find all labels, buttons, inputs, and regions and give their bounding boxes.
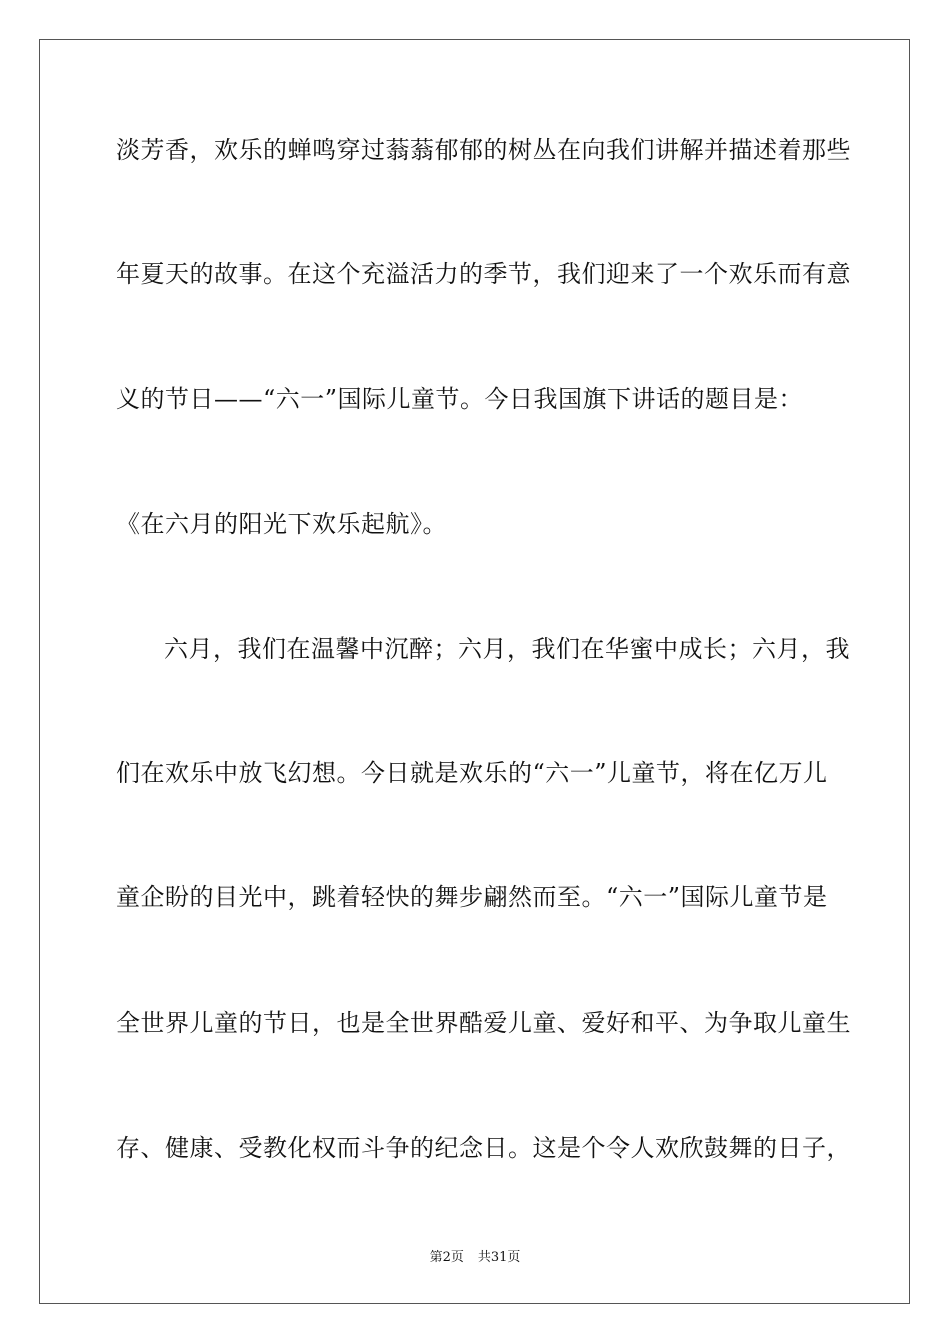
page-border [39,39,910,1304]
page-number: 第2页 [429,1250,464,1265]
text-line-8: 全世界儿童的节日，也是全世界酷爱儿童、爱好和平、为争取儿童生 [116,1009,851,1037]
text-line-6: 们在欢乐中放飞幻想。今日就是欢乐的“六一”儿童节，将在亿万儿 [116,759,828,787]
text-line-7: 童企盼的目光中，跳着轻快的舞步翩然而至。“六一”国际儿童节是 [116,883,828,911]
text-line-2: 年夏天的故事。在这个充溢活力的季节，我们迎来了一个欢乐而有意 [116,260,851,288]
total-pages: 共31页 [477,1250,521,1265]
text-line-9: 存、健康、受教化权而斗争的纪念日。这是个令人欢欣鼓舞的日子， [116,1134,851,1162]
text-line-4: 《在六月的阳光下欢乐起航》。 [116,510,447,538]
page-footer [0,1250,950,1266]
text-line-3: 义的节日——“六一”国际儿童节。今日我国旗下讲话的题目是： [116,385,804,413]
text-line-1: 淡芳香，欢乐的蝉鸣穿过蓊蓊郁郁的树丛在向我们讲解并描述着那些 [116,136,851,164]
text-line-5: 六月，我们在温馨中沉醉；六月，我们在华蜜中成长；六月，我 [164,635,850,663]
